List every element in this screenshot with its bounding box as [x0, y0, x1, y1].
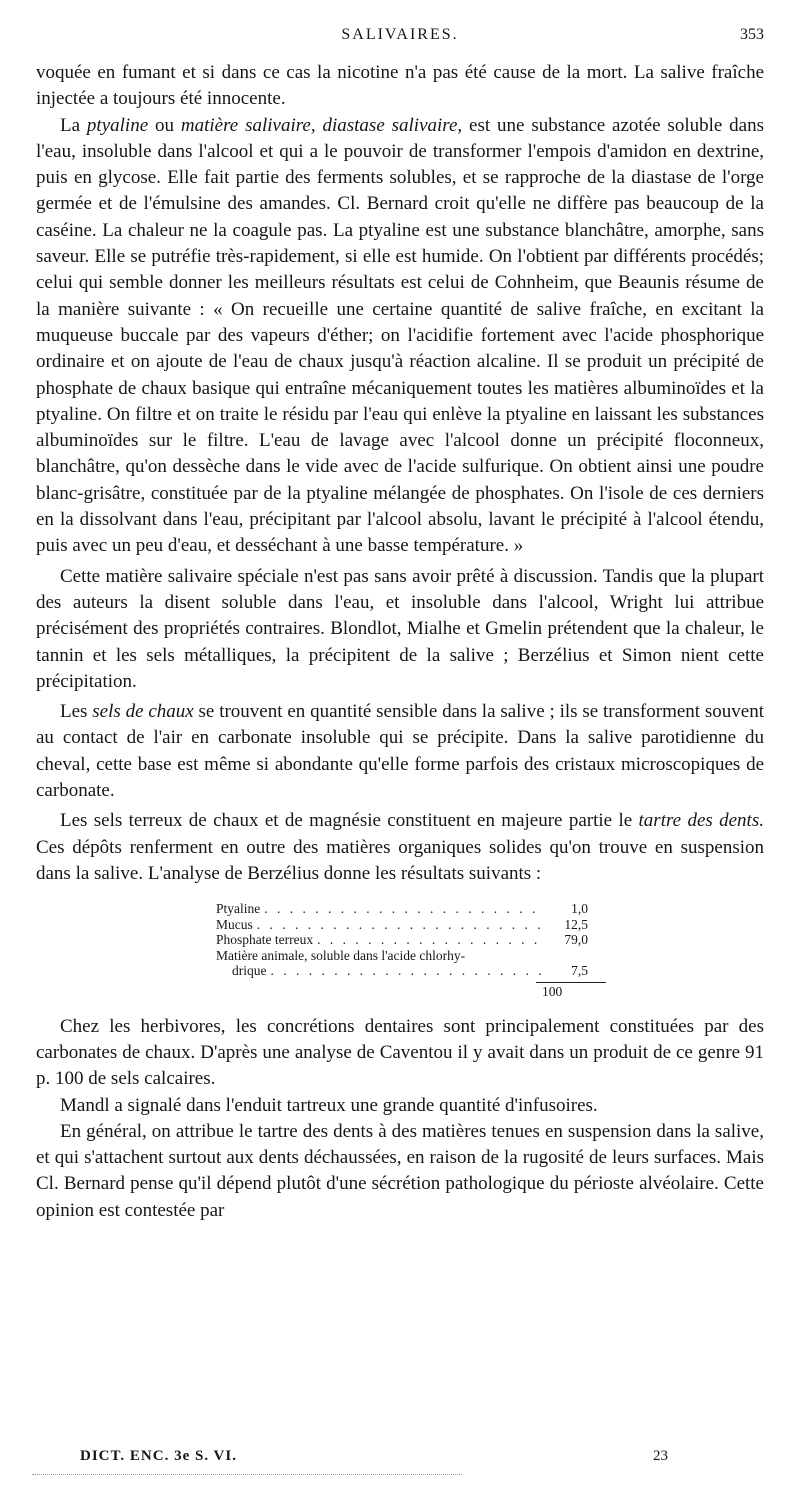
page-footer [80, 1448, 668, 1465]
page-number: 353 [740, 26, 764, 43]
paragraph-7: Mandl a signalé dans l'enduit tartreux une grande quantité d'infusoires. [60, 1094, 598, 1116]
analysis-label: Ptyaline [216, 901, 261, 917]
page-header [36, 26, 764, 60]
leader-dots [267, 963, 543, 979]
paragraph-8: En général, on attribue le tartre des dents à des matières tenues en suspension dans la salive, et qui s'attachent surtout aux dents déchaussées, en raison de la rugosité de leurs surfaces. Mais Cl. Bernard pense qu'il dépend plutôt d'une sécrétion pathologique du périoste alvéolaire. Cette opinion est contestée par [36, 1120, 764, 1221]
analysis-row [216, 948, 588, 964]
berzelius-analysis-table [216, 901, 588, 1000]
paragraph-2 [36, 113, 764, 560]
paragraph-4 [36, 699, 764, 804]
paragraph-1: voquée en fumant et si dans ce cas la nicotine n'a pas été cause de la mort. La salive fraîche injectée a toujours été innocente. [36, 62, 764, 110]
footer-signature: DICT. ENC. 3e S. VI. [80, 1448, 237, 1464]
analysis-row [216, 917, 588, 933]
analysis-value: 7,5 [571, 963, 588, 979]
paragraph-3: Cette matière salivaire spéciale n'est pas sans avoir prêté à discussion. Tandis que la plupart des auteurs la disent soluble dans l'eau, et insoluble dans l'alcool, Wright lui attribue précisément des propriétés contraires. Blondlot, Mialhe et Gmelin prétendent que la chaleur, le tannin et les sels métalliques, la précipitent de la salive ; Berzélius et Simon nient cette précipitation. [36, 565, 764, 692]
paragraph-5 [36, 808, 764, 887]
p2-lead-b: ou [148, 114, 181, 136]
p5-lead: Les sels terreux de chaux et de magnésie constituent en majeure partie le [60, 810, 639, 832]
term-matiere-salivaire: matière salivaire, diastase salivaire, [180, 114, 463, 136]
running-title: SALIVAIRES. [341, 26, 459, 43]
p2-body: est une substance azotée soluble dans l'eau, insoluble dans l'alcool et qui a le pouvoir de transformer l'empois d'amidon en dextrine, puis en glycose. Elle fait partie des ferments solubles, et se rapproche de la diastase de l'orge germée et de l'émulsine des amandes. Cl. Bernard croit qu'elle ne diffère pas beaucoup de la caséine. La chaleur ne la coagule pas. La ptyaline est une substance blanchâtre, amorphe, sans saveur. Elle se putréfie très-rapidement, si elle est humide. On l'obtient par différents procédés; celui qui semble donner les meilleurs résultats est celui de Cohnheim, que Beaunis résume de la manière suivante : « On recueille une certaine quantité de salive fraîche, en excitant la muqueuse buccale par des vapeurs d'éther; on l'acidifie fortement avec l'acide phosphorique ordinaire et on ajoute de l'eau de chaux jusqu'à réaction alcaline. Il se produit un précipité de phosphate de chaux basique qui entraîne mécaniquement toutes les matières albuminoïdes et la ptyaline. On filtre et on traite le résidu par l'eau qui enlève la ptyaline en laissant les substances albuminoïdes sur le filtre. L'eau de lavage avec l'alcool donne un précipité floconneux, blanchâtre, qu'on dessèche dans le vide avec de l'acide sulfurique. On obtient ainsi une poudre blanc-grisâtre, constituée par de la ptyaline mélangée de phosphates. On l'isole de ces derniers en la dissolvant dans l'eau, précipitant par l'alcool absolu, lavant le précipité à l'alcool étendu, puis avec un peu d'eau, et desséchant à une basse température. » [36, 114, 765, 557]
body-text [36, 60, 764, 1224]
analysis-value: 79,0 [564, 932, 588, 948]
term-sels-de-chaux: sels de chaux [92, 701, 194, 723]
analysis-value: 1,0 [571, 901, 588, 917]
analysis-row [216, 932, 588, 948]
leader-dots [253, 917, 542, 933]
term-ptyaline: ptyaline [86, 114, 149, 136]
term-tartre-des-dents: tartre des dents. [638, 810, 764, 832]
analysis-row [216, 901, 588, 917]
page [36, 26, 764, 1224]
p4-body: se trouvent en quantité sensible dans la salive ; ils se transforment souvent au contact de l'air en carbonate insoluble qui se précipite. Dans la salive parotidienne du cheval, cette base est même si abondante qu'elle forme parfois des cristaux microscopiques de carbonate. [36, 701, 764, 802]
leader-dots [260, 901, 542, 917]
scan-artifact-divider [32, 1474, 462, 1477]
p2-lead-a: La [60, 114, 87, 136]
analysis-value: 12,5 [564, 916, 588, 932]
analysis-row-continuation [216, 963, 588, 979]
analysis-total: 100 [542, 983, 563, 999]
analysis-label: Mucus [216, 916, 253, 932]
paragraph-6: Chez les herbivores, les concrétions dentaires sont principalement constituées par des carbonates de chaux. D'après une analyse de Caventou il y avait dans un produit de ce genre 91 p. 100 de sels calcaires. [36, 1015, 764, 1090]
p5-body: Ces dépôts renferment en outre des matières organiques solides qu'on trouve en suspension dans la salive. L'analyse de Berzélius donne les résultats suivants : [36, 836, 764, 884]
analysis-label-continuation: drique [232, 963, 267, 979]
analysis-label: Phosphate terreux [216, 932, 314, 948]
footer-sheet-number: 23 [653, 1448, 668, 1464]
p4-lead: Les [60, 701, 93, 723]
analysis-label: Matière animale, soluble dans l'acide chlorhy- [216, 947, 466, 963]
leader-dots [313, 932, 542, 948]
